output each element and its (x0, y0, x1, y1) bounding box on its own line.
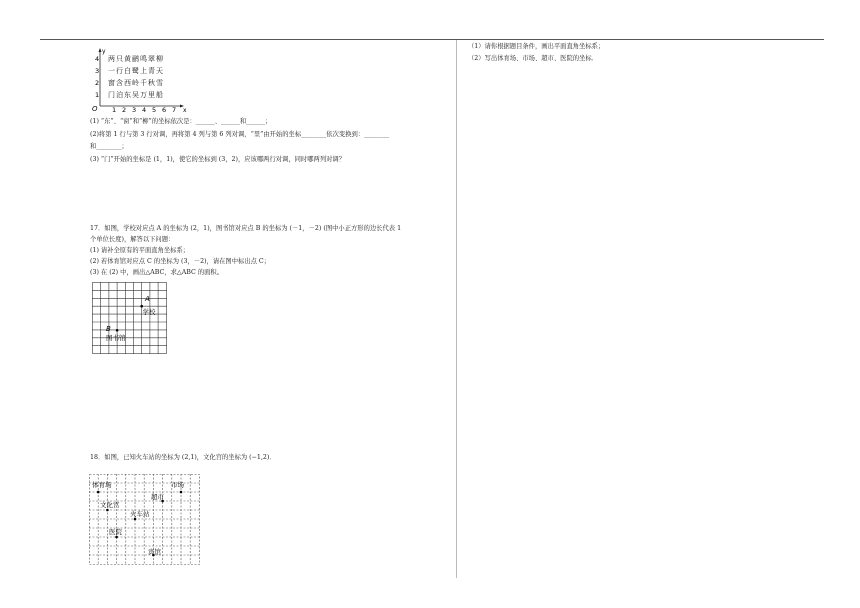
q16-part2: (2)将第 1 行与第 3 行对调，再将第 4 列与第 6 列对调，“里”由开始的坐标________依次变换到：________ (90, 131, 390, 138)
x-tick-5: 5 (152, 106, 157, 112)
q17-part1: (1) 请补全原有的平面直角坐标系； (90, 247, 190, 254)
poem-row-2: 窗含西岭千秋雪 (108, 79, 164, 87)
q18-part1: （1）请你根据题目条件，画出平面直角坐标系； (468, 43, 605, 50)
x-tick-7: 7 (172, 106, 177, 112)
poem-row-4: 两只黄鹂鸣翠柳 (108, 55, 164, 63)
point-b-label: B (106, 325, 111, 333)
x-tick-4: 4 (142, 106, 147, 112)
q18-map-figure (89, 474, 201, 566)
library-label: 图书馆 (106, 334, 126, 342)
x-tick-1: 1 (112, 106, 117, 112)
q16-part2-cont: 和________； (90, 143, 128, 150)
column-divider (456, 40, 457, 578)
market-label: 市场 (171, 481, 184, 489)
gym-label: 体育场 (92, 481, 112, 489)
q17-grid-figure (92, 282, 168, 355)
x-tick-6: 6 (162, 106, 167, 112)
y-axis-label: y (102, 48, 106, 55)
supermarket-label: 超市 (151, 493, 164, 501)
y-tick-3: 3 (95, 67, 100, 75)
y-tick-2: 2 (95, 79, 100, 87)
poem-row-3: 一行白鹭上青天 (108, 67, 164, 75)
q18-stem: 18．如图，已知火车站的坐标为 (2,1)，文化宫的坐标为 (−1,2)． (90, 454, 276, 461)
x-tick-3: 3 (132, 106, 137, 112)
x-axis-label: x (183, 107, 187, 112)
hospital-label: 医院 (109, 528, 122, 536)
q16-part3: (3) “门”开始的坐标是 (1，1)，使它的坐标到 (3，2)，应该哪两行对调，同时哪两列对调？ (90, 156, 346, 163)
x-tick-2: 2 (122, 106, 127, 112)
q17-stem-cont: 个单位长度)，解答以下问题： (90, 236, 175, 243)
q16-part1: (1) “东”、“窗”和“柳”的坐标依次是：______、______和______； (90, 118, 272, 125)
poem-row-1: 门泊东吴万里船 (108, 91, 164, 99)
top-rule (40, 39, 824, 40)
culture-label: 文化宫 (100, 501, 120, 509)
origin-label: O (92, 105, 98, 112)
station-label: 火车站 (130, 510, 150, 518)
school-label: 学校 (142, 308, 156, 316)
park-label: 宾馆 (148, 548, 161, 556)
q17-stem: 17．如图，学校对应点 A 的坐标为 (2，1)，图书馆对应点 B 的坐标为 (－1，－2) (图中小正方形的边长代表 1 (90, 225, 402, 232)
q17-part2: (2) 若体育馆对应点 C 的坐标为 (3，－2)，请在图中标出点 C； (90, 258, 271, 265)
q18-part2: （2）写出体育场、市场、超市、医院的坐标． (468, 55, 598, 62)
point-a-label: A (145, 295, 150, 303)
y-tick-4: 4 (95, 55, 100, 63)
q17-part3: (3) 在 (2) 中，画出△ABC，求△ABC 的面积。 (90, 269, 224, 276)
y-tick-1: 1 (95, 91, 100, 99)
